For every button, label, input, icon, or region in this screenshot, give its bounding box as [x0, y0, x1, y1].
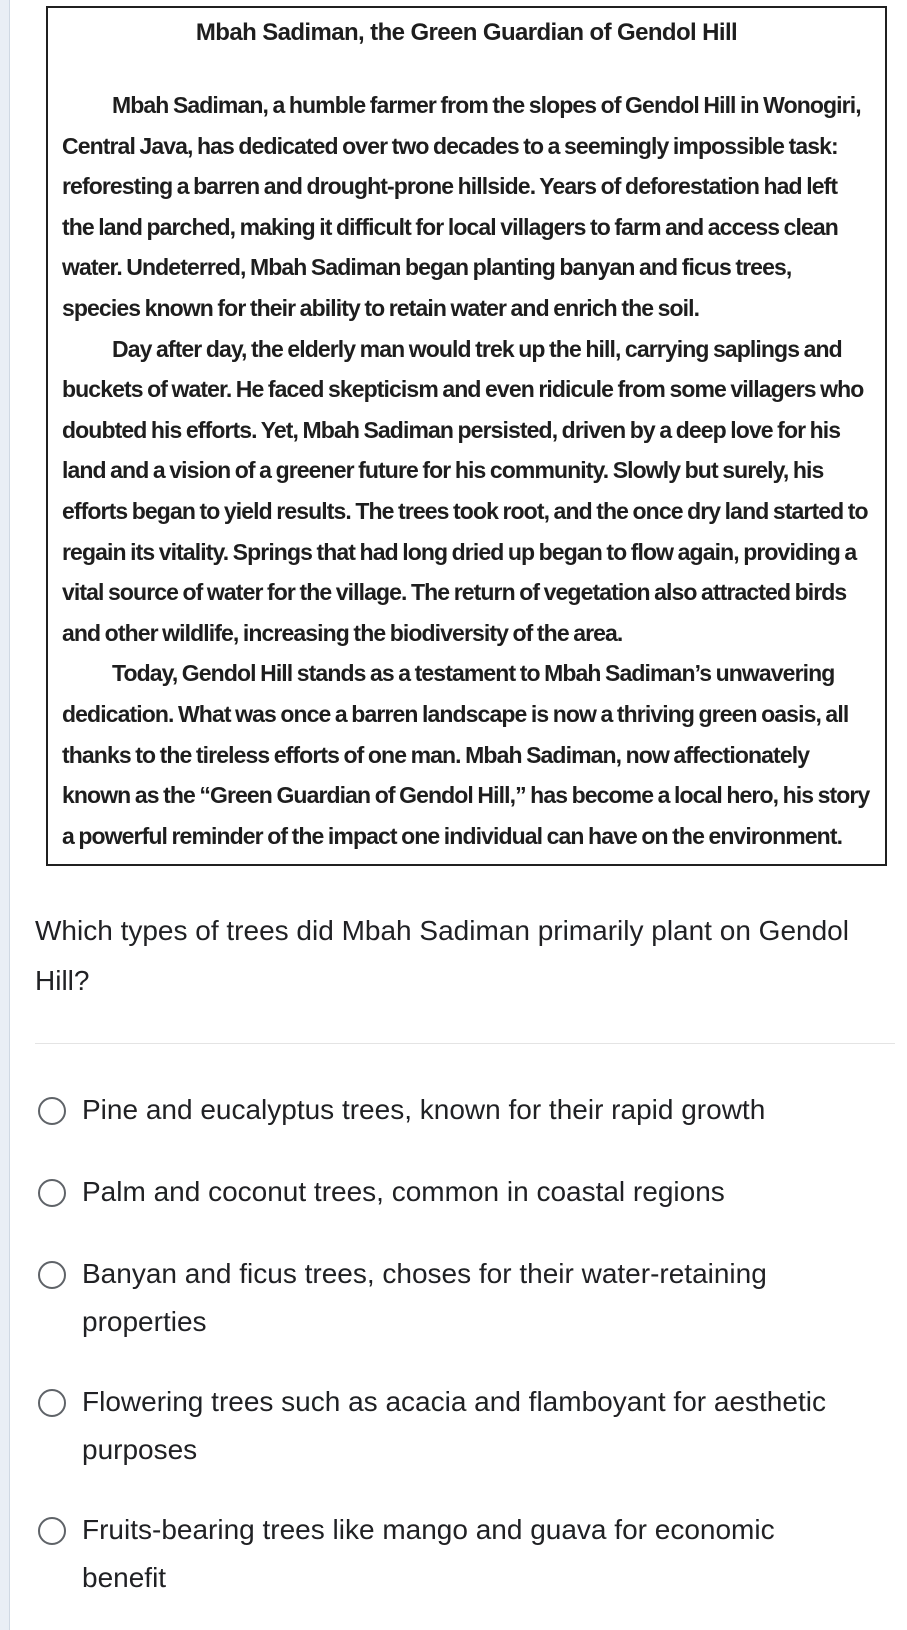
answer-option[interactable] — [38, 1168, 888, 1216]
radio-button[interactable] — [38, 1097, 66, 1125]
answer-option-label[interactable]: Fruits-bearing trees like mango and guava for economic benefit — [82, 1514, 775, 1593]
answer-option-label[interactable]: Flowering trees such as acacia and flamboyant for aesthetic purposes — [82, 1386, 826, 1465]
radio-button[interactable] — [38, 1389, 66, 1417]
left-rail — [0, 0, 10, 1630]
passage-paragraph-2: Day after day, the elderly man would trek up the hill, carrying saplings and buckets of water. He faced skepticism and even ridicule from some villagers who doubted his efforts. Yet, Mbah Sadiman persisted, driven by a deep love for his land and a vision of a greener future for his community. Slowly but surely, his efforts began to yield results. The trees took root, and the once dry land started to regain its vitality. Springs that had long dried up began to flow again, providing a vital source of water for the village. The return of vegetation also attracted birds and other wildlife, increasing the biodiversity of the area. — [62, 335, 868, 646]
answer-option-label[interactable]: Banyan and ficus trees, choses for their water-retaining properties — [82, 1258, 767, 1337]
answer-option[interactable] — [38, 1378, 888, 1474]
radio-button[interactable] — [38, 1179, 66, 1207]
passage-title: Mbah Sadiman, the Green Guardian of Gendol Hill — [195, 19, 738, 46]
question-text: Which types of trees did Mbah Sadiman primarily plant on Gendol Hill? — [35, 915, 849, 996]
answer-option[interactable] — [38, 1506, 888, 1602]
radio-button[interactable] — [38, 1261, 66, 1289]
answer-option[interactable] — [38, 1086, 888, 1134]
passage-image — [46, 6, 887, 866]
answer-option-label[interactable]: Pine and eucalyptus trees, known for their rapid growth — [82, 1094, 766, 1125]
answer-option-label[interactable]: Palm and coconut trees, common in coastal regions — [82, 1176, 725, 1207]
passage-paragraph-1: Mbah Sadiman, a humble farmer from the slopes of Gendol Hill in Wonogiri, Central Java, has dedicated over two decades to a seemingly impossible task: reforesting a barren and drought-prone hillside. Years of deforestation had left the land parched, making it difficult for local villagers to farm and access clean water. Undeterred, Mbah Sadiman began planting banyan and ficus trees, species known for their ability to retain water and enrich the soil. — [62, 92, 861, 321]
answer-option[interactable] — [38, 1250, 888, 1346]
passage-paragraph-3: Today, Gendol Hill stands as a testament to Mbah Sadiman’s unwavering dedication. What was once a barren landscape is now a thriving green oasis, all thanks to the tireless efforts of one man. Mbah Sadiman, now affectionately known as the “Green Guardian of Gendol Hill,” has become a local hero, his story a powerful reminder of the impact one individual can have on the environment. — [62, 660, 870, 849]
radio-button[interactable] — [38, 1517, 66, 1545]
divider — [35, 1043, 895, 1044]
